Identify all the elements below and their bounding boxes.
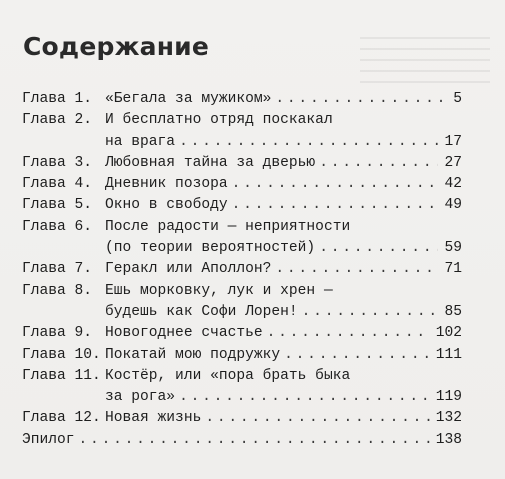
- chapter-label: Глава 1.: [22, 91, 93, 107]
- leader-dots: [319, 238, 438, 259]
- page-number: 17: [444, 133, 462, 150]
- toc-line: [22, 408, 462, 429]
- chapter-title: Новая жизнь: [105, 410, 202, 427]
- leader-dots: [232, 195, 439, 216]
- chapter-title: Любовная тайна за дверью: [105, 154, 316, 171]
- toc-line: [22, 323, 462, 344]
- toc-line: [22, 259, 462, 280]
- toc-entry: [22, 174, 462, 195]
- toc-entry: [22, 259, 462, 280]
- page-number: 42: [444, 176, 462, 193]
- toc-entry: [22, 366, 462, 409]
- toc-line: [22, 238, 462, 259]
- chapter-title: Окно в свободу: [105, 197, 228, 214]
- chapter-title: будешь как Софи Лорен!: [105, 303, 298, 320]
- toc-line: [22, 430, 462, 451]
- toc-entry: [22, 281, 462, 324]
- chapter-label: Глава 6.: [22, 218, 93, 235]
- leader-dots: [284, 345, 430, 366]
- chapter-label: Глава 7.: [22, 261, 93, 278]
- page-number: 59: [444, 240, 462, 257]
- toc-line: [22, 217, 462, 238]
- show-through-text: [360, 28, 490, 88]
- chapter-label: Глава 12.: [22, 410, 101, 427]
- leader-dots: [302, 302, 439, 323]
- chapter-title: за рога»: [105, 389, 176, 406]
- toc-entry: [22, 153, 462, 174]
- page-number: 138: [435, 431, 462, 448]
- toc-entry: [22, 430, 462, 451]
- toc-entry: [22, 217, 462, 260]
- chapter-label: Глава 2.: [22, 112, 93, 129]
- chapter-title: Эпилог: [22, 431, 75, 448]
- chapter-title: Костёр, или «пора брать быка: [105, 367, 351, 384]
- chapter-title: Дневник позора: [105, 176, 228, 193]
- leader-dots: [232, 174, 439, 195]
- toc-entry: [22, 195, 462, 216]
- page-title: Содержание: [23, 32, 210, 61]
- leader-dots: [205, 408, 429, 429]
- chapter-title: Новогоднее счастье: [105, 325, 263, 342]
- page-number: 49: [444, 197, 462, 214]
- leader-dots: [275, 89, 447, 110]
- toc-line: [22, 302, 462, 323]
- toc-line: [22, 153, 462, 174]
- leader-dots: [267, 323, 430, 344]
- toc-line: [22, 174, 462, 195]
- page-number: 102: [435, 325, 462, 342]
- page-number: 85: [444, 303, 462, 320]
- leader-dots: [275, 259, 438, 280]
- chapter-label: Глава 9.: [22, 325, 93, 342]
- toc-line: [22, 281, 462, 302]
- chapter-title: Геракл или Аполлон?: [105, 261, 272, 278]
- page-number: 111: [435, 346, 462, 363]
- chapter-label: Глава 8.: [22, 282, 93, 299]
- page-number: 132: [435, 410, 462, 427]
- page-number: 71: [444, 261, 462, 278]
- toc-line: [22, 345, 462, 366]
- chapter-title: «Бегала за мужиком»: [105, 91, 272, 107]
- toc-entry: [22, 110, 462, 153]
- page-number: 5: [453, 91, 462, 107]
- table-of-contents: [22, 89, 462, 451]
- toc-entry: [22, 345, 462, 366]
- leader-dots: [179, 132, 438, 153]
- toc-line: [22, 195, 462, 216]
- chapter-title: на врага: [105, 133, 176, 150]
- chapter-title: И бесплатно отряд поскакал: [105, 112, 333, 129]
- toc-entry: [22, 323, 462, 344]
- toc-line: [22, 89, 462, 110]
- chapter-label: Глава 3.: [22, 154, 93, 171]
- chapter-title: После радости — неприятности: [105, 218, 351, 235]
- page-number: 27: [444, 154, 462, 171]
- chapter-title: Ешь морковку, лук и хрен —: [105, 282, 333, 299]
- chapter-title: Покатай мою подружку: [105, 346, 281, 363]
- toc-entry: [22, 89, 462, 110]
- leader-dots: [79, 430, 430, 451]
- leader-dots: [319, 153, 438, 174]
- toc-entry: [22, 408, 462, 429]
- toc-line: [22, 110, 462, 131]
- chapter-title: (по теории вероятностей): [105, 240, 316, 257]
- chapter-label: Глава 10.: [22, 346, 101, 363]
- chapter-label: Глава 11.: [22, 367, 101, 384]
- leader-dots: [179, 387, 430, 408]
- chapter-label: Глава 5.: [22, 197, 93, 214]
- toc-line: [22, 132, 462, 153]
- toc-line: [22, 387, 462, 408]
- toc-line: [22, 366, 462, 387]
- chapter-label: Глава 4.: [22, 176, 93, 193]
- page-number: 119: [435, 389, 462, 406]
